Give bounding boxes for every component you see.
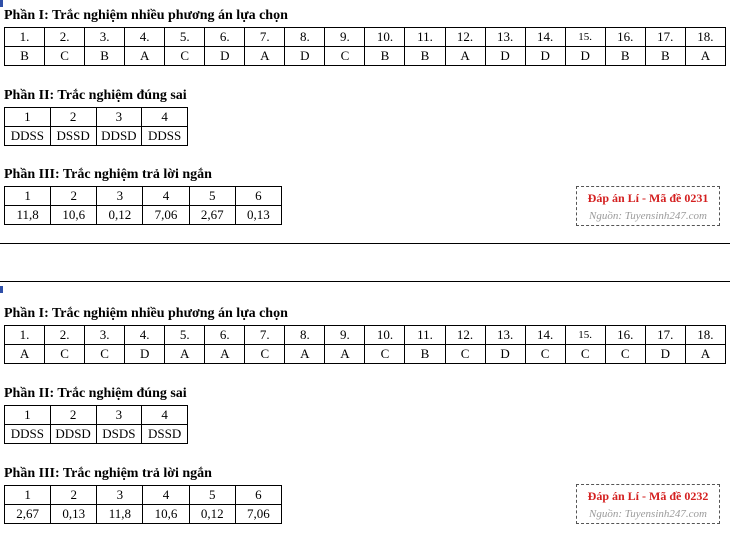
answer-cell: A xyxy=(165,345,205,364)
question-number: 1. xyxy=(5,326,45,345)
part2-table xyxy=(4,405,188,444)
answer-cell: A xyxy=(205,345,245,364)
answer-cell: A xyxy=(125,47,165,66)
source-watermark: Nguồn: Tuyensinh247.com xyxy=(589,210,707,222)
answer-cell: 7,06 xyxy=(235,505,281,524)
answer-cell: DDSD xyxy=(96,127,142,146)
answer-cell: DDSD xyxy=(50,425,96,444)
answer-cell: C xyxy=(325,47,365,66)
question-number: 8. xyxy=(285,28,325,47)
answer-cell: 11,8 xyxy=(97,505,143,524)
answer-cell: C xyxy=(245,345,285,364)
question-number: 5 xyxy=(189,486,235,505)
question-number: 2 xyxy=(50,406,96,425)
answer-cell: DSDS xyxy=(96,425,142,444)
answer-cell: B xyxy=(605,47,645,66)
question-number: 17. xyxy=(645,326,685,345)
part3-heading: Phần III: Trắc nghiệm trả lời ngắn xyxy=(4,167,212,182)
question-number: 5. xyxy=(165,326,205,345)
part2-number-row xyxy=(5,108,188,127)
question-number: 13. xyxy=(485,28,525,47)
question-number: 1 xyxy=(5,406,51,425)
question-number: 9. xyxy=(325,326,365,345)
answer-cell: DDSS xyxy=(142,127,188,146)
question-number: 3 xyxy=(97,486,143,505)
part1-answer-row xyxy=(5,345,726,364)
question-number: 1 xyxy=(5,486,51,505)
part3-answer-row xyxy=(5,206,282,225)
part2-answer-row xyxy=(5,127,188,146)
question-number: 2 xyxy=(51,187,97,206)
answer-cell: DDSS xyxy=(5,127,51,146)
question-number: 3. xyxy=(85,326,125,345)
answer-cell: 0,12 xyxy=(97,206,143,225)
answer-cell: A xyxy=(685,47,725,66)
answer-cell: C xyxy=(365,345,405,364)
question-number: 12. xyxy=(445,326,485,345)
question-number: 4 xyxy=(142,406,188,425)
question-number: 14. xyxy=(525,28,565,47)
answer-cell: 10,6 xyxy=(51,206,97,225)
answer-cell: C xyxy=(525,345,565,364)
answer-cell: D xyxy=(125,345,165,364)
part1-heading: Phần I: Trắc nghiệm nhiều phương án lựa chọn xyxy=(4,306,288,321)
part3-number-row xyxy=(5,486,282,505)
answer-cell: 10,6 xyxy=(143,505,189,524)
answer-cell: C xyxy=(85,345,125,364)
part1-table xyxy=(4,27,726,66)
question-number: 4 xyxy=(143,486,189,505)
part1-table xyxy=(4,325,726,364)
question-number: 4. xyxy=(125,28,165,47)
answer-cell: C xyxy=(445,345,485,364)
answer-cell: A xyxy=(5,345,45,364)
question-number: 15. xyxy=(565,326,605,345)
part1-heading: Phần I: Trắc nghiệm nhiều phương án lựa chọn xyxy=(4,8,288,23)
question-number: 10. xyxy=(365,326,405,345)
question-number: 8. xyxy=(285,326,325,345)
part1-number-row xyxy=(5,326,726,345)
question-number: 16. xyxy=(605,28,645,47)
answer-cell: DSSD xyxy=(142,425,188,444)
answer-cell: D xyxy=(485,345,525,364)
answer-cell: B xyxy=(405,47,445,66)
question-number: 7. xyxy=(245,28,285,47)
divider-line xyxy=(0,281,730,282)
answer-cell: D xyxy=(565,47,605,66)
answer-cell: 0,12 xyxy=(189,505,235,524)
answer-cell: C xyxy=(45,47,85,66)
question-number: 6. xyxy=(205,326,245,345)
answer-cell: DSSD xyxy=(50,127,96,146)
answer-cell: A xyxy=(325,345,365,364)
question-number: 4. xyxy=(125,326,165,345)
question-number: 6. xyxy=(205,28,245,47)
answer-cell: C xyxy=(165,47,205,66)
source-watermark: Nguồn: Tuyensinh247.com xyxy=(589,508,707,520)
question-number: 4 xyxy=(142,108,188,127)
answer-cell: A xyxy=(285,345,325,364)
answer-cell: D xyxy=(285,47,325,66)
question-number: 2 xyxy=(51,486,97,505)
answer-key-box xyxy=(576,186,720,226)
part3-number-row xyxy=(5,187,282,206)
answer-cell: A xyxy=(445,47,485,66)
question-number: 7. xyxy=(245,326,285,345)
part3-table xyxy=(4,186,282,225)
answer-cell: D xyxy=(485,47,525,66)
part3-table xyxy=(4,485,282,524)
answer-cell: 2,67 xyxy=(5,505,51,524)
part2-table xyxy=(4,107,188,146)
answer-cell: B xyxy=(365,47,405,66)
answer-cell: 0,13 xyxy=(235,206,281,225)
answer-cell: D xyxy=(645,345,685,364)
answer-cell: B xyxy=(5,47,45,66)
part3-heading: Phần III: Trắc nghiệm trả lời ngắn xyxy=(4,466,212,481)
section-marker xyxy=(0,286,3,293)
answer-cell: D xyxy=(205,47,245,66)
question-number: 3 xyxy=(96,108,142,127)
answer-cell: 2,67 xyxy=(189,206,235,225)
question-number: 10. xyxy=(365,28,405,47)
question-number: 6 xyxy=(235,187,281,206)
answer-key-title: Đáp án Lí - Mã đề 0232 xyxy=(587,489,709,503)
part3-answer-row xyxy=(5,505,282,524)
answer-key-title: Đáp án Lí - Mã đề 0231 xyxy=(587,191,709,205)
question-number: 13. xyxy=(485,326,525,345)
answer-cell: C xyxy=(605,345,645,364)
question-number: 15. xyxy=(565,28,605,47)
section-marker xyxy=(0,0,3,7)
part1-answer-row xyxy=(5,47,726,66)
question-number: 6 xyxy=(235,486,281,505)
answer-cell: A xyxy=(245,47,285,66)
answer-cell: C xyxy=(45,345,85,364)
question-number: 4 xyxy=(143,187,189,206)
question-number: 18. xyxy=(685,326,725,345)
question-number: 9. xyxy=(325,28,365,47)
question-number: 3. xyxy=(85,28,125,47)
part1-number-row xyxy=(5,28,726,47)
question-number: 11. xyxy=(405,326,445,345)
question-number: 1 xyxy=(5,108,51,127)
question-number: 5. xyxy=(165,28,205,47)
question-number: 17. xyxy=(645,28,685,47)
answer-cell: DDSS xyxy=(5,425,51,444)
question-number: 14. xyxy=(525,326,565,345)
answer-cell: D xyxy=(525,47,565,66)
answer-cell: 7,06 xyxy=(143,206,189,225)
question-number: 3 xyxy=(97,187,143,206)
question-number: 2 xyxy=(50,108,96,127)
question-number: 1 xyxy=(5,187,51,206)
answer-cell: A xyxy=(685,345,725,364)
question-number: 18. xyxy=(685,28,725,47)
question-number: 2. xyxy=(45,28,85,47)
part2-heading: Phần II: Trắc nghiệm đúng sai xyxy=(4,386,187,401)
question-number: 2. xyxy=(45,326,85,345)
question-number: 3 xyxy=(96,406,142,425)
question-number: 11. xyxy=(405,28,445,47)
answer-key-box xyxy=(576,484,720,524)
part2-answer-row xyxy=(5,425,188,444)
answer-cell: 11,8 xyxy=(5,206,51,225)
answer-cell: C xyxy=(565,345,605,364)
question-number: 1. xyxy=(5,28,45,47)
answer-cell: B xyxy=(405,345,445,364)
question-number: 5 xyxy=(189,187,235,206)
part2-heading: Phần II: Trắc nghiệm đúng sai xyxy=(4,88,187,103)
answer-cell: B xyxy=(645,47,685,66)
answer-cell: 0,13 xyxy=(51,505,97,524)
answer-cell: B xyxy=(85,47,125,66)
part2-number-row xyxy=(5,406,188,425)
divider-line xyxy=(0,243,730,244)
question-number: 16. xyxy=(605,326,645,345)
question-number: 12. xyxy=(445,28,485,47)
